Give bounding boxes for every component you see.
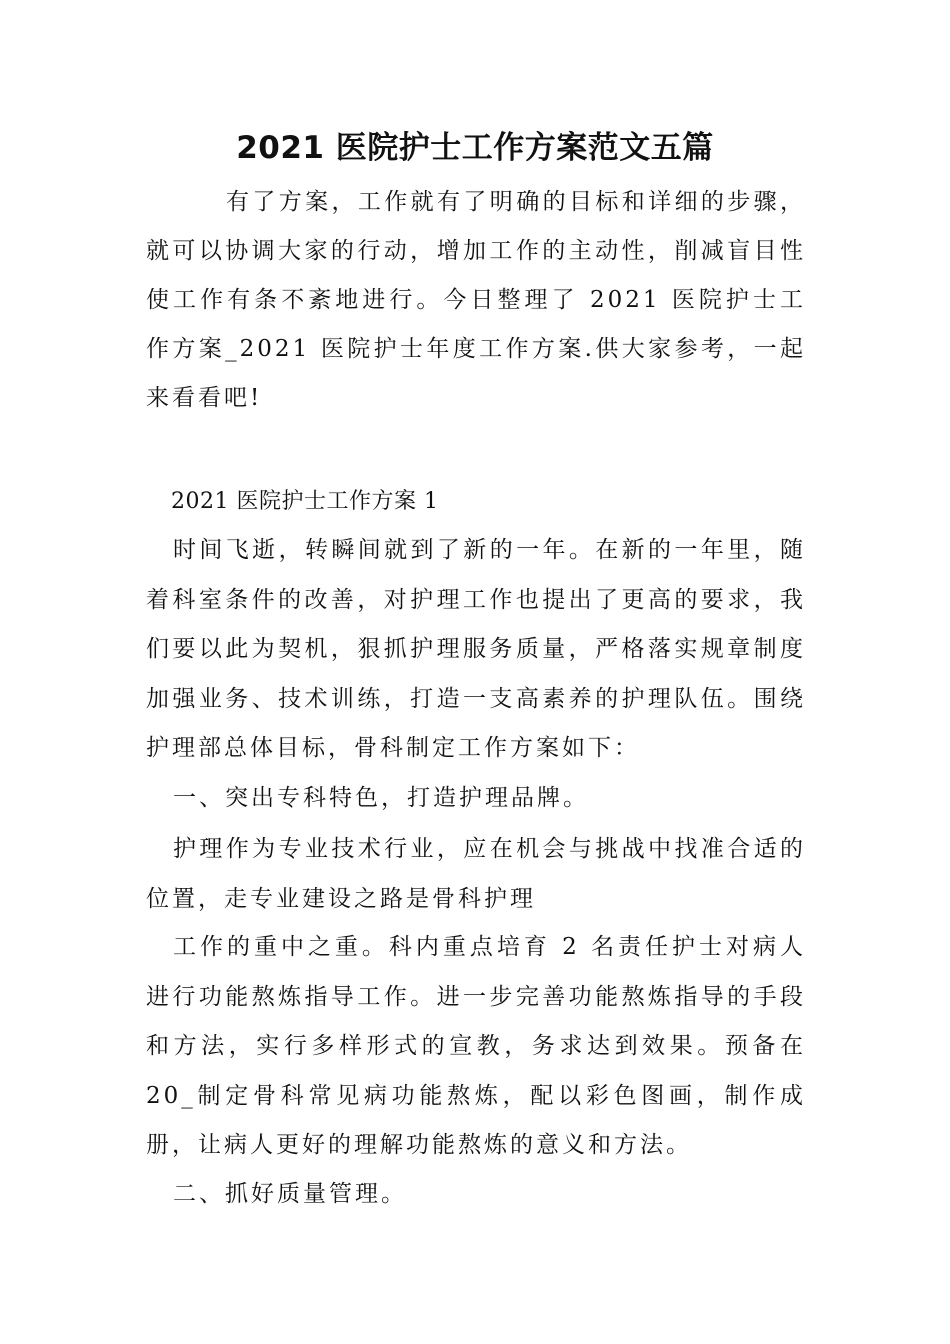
subsection-heading: 二、抓好质量管理。 (173, 1181, 407, 1207)
section-heading: 2021 医院护士工作方案 1 (171, 489, 439, 514)
body-paragraph: 时间飞逝，转瞬间就到了新的一年。在新的一年里，随着科室条件的改善，对护理工作也提出了更高的要求，我们要以此为契机，狠抓护理服务质量，严格落实规章制度加强业务、技术训练，打造一支高素养的护理队伍。围绕护理部总体目标，骨科制定工作方案如下： (146, 537, 806, 761)
intro-paragraph: 有了方案，工作就有了明确的目标和详细的步骤，就可以协调大家的行动，增加工作的主动性，削减盲目性使工作有条不紊地进行。今日整理了 2021 医院护士工作方案_2021 医院护士年度工作方案.供大家参考，一起来看看吧! (146, 189, 806, 411)
document-title: 2021 医院护士工作方案范文五篇 (236, 130, 714, 166)
body-paragraph: 工作的重中之重。科内重点培育 2 名责任护士对病人进行功能熬炼指导工作。进一步完善功能熬炼指导的手段和方法，实行多样形式的宣教，务求达到效果。预备在 20_制定骨科常见病功能熬炼，配以彩色图画，制作成册，让病人更好的理解功能熬炼的意义和方法。 (146, 934, 806, 1158)
subsection-heading: 一、突出专科特色，打造护理品牌。 (173, 785, 589, 811)
body-paragraph: 护理作为专业技术行业，应在机会与挑战中找准合适的位置，走专业建设之路是骨科护理 (146, 836, 806, 912)
